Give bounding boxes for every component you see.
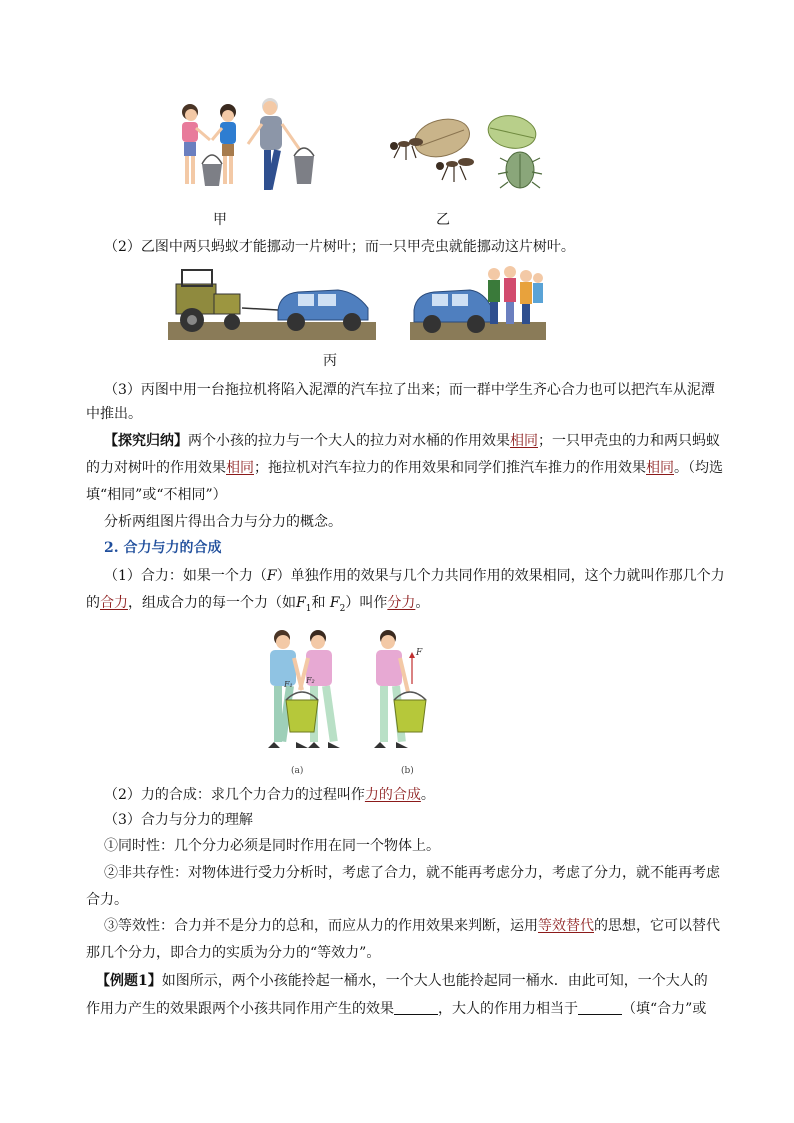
- def1-answer-1: 合力: [100, 595, 128, 611]
- bing-label: 丙: [323, 353, 337, 369]
- illustration-bing-push: [410, 264, 546, 340]
- force-label-f2: F₂: [306, 676, 315, 685]
- summary-text: ；拖拉机对汽车拉力的作用效果和同学们推汽车推力的作用效果: [254, 460, 646, 476]
- point-noncoexistence-line1: ②非共存性：对物体进行受力分析时，考虑了合力，就不能再考虑分力，考虑了分力，就不能再考虑: [104, 865, 720, 881]
- example-line1: [96, 971, 736, 991]
- illustration-yi: [372, 110, 552, 196]
- analysis-line: 分析两组图片得出合力与分力的概念。: [104, 514, 342, 530]
- section-2-title: 2. 合力与力的合成: [104, 540, 222, 556]
- equivalence-answer: 等效替代: [538, 918, 594, 934]
- summary-line3: 填“相同”或“不相同”）: [86, 487, 227, 503]
- def2-answer: 力的合成: [364, 787, 421, 803]
- summary-answer-3: 相同: [646, 460, 674, 476]
- force-symbol: F: [266, 568, 277, 584]
- summary-text: 两个小孩的拉力与一个大人的拉力对水桶的作用效果: [188, 433, 510, 449]
- summary-label: 【探究归纳】: [104, 433, 188, 449]
- def2-line: [104, 785, 744, 805]
- equivalence-text: ③等效性：合力并不是分力的总和，而应从力的作用效果来判断，运用: [104, 918, 538, 934]
- yi-label: 乙: [436, 212, 450, 228]
- paragraph-3-line1: （3）丙图中用一台拖拉机将陷入泥潭的汽车拉了出来；而一群中学生齐心合力也可以把汽车从泥潭: [104, 382, 715, 398]
- illustration-bing: [168, 264, 376, 340]
- subscript: 1: [305, 603, 312, 614]
- illustration-jia: [170, 94, 330, 198]
- force-symbol: F: [296, 595, 306, 611]
- answer-blank-1[interactable]: [394, 1000, 438, 1015]
- def1-text: （1）合力：如果一个力（: [104, 568, 267, 584]
- point-equivalence-line1: [104, 916, 744, 936]
- example-label: 【例题1】: [96, 973, 162, 989]
- point-equivalence-line2: 那几个分力，即合力的实质为分力的“等效力”。: [86, 945, 381, 961]
- def3-title: （3）合力与分力的理解: [104, 812, 253, 828]
- summary-line2: [86, 458, 726, 478]
- summary-text: 。（均选: [674, 460, 723, 476]
- summary-text: ；一只甲壳虫的力和两只蚂蚁: [538, 433, 720, 449]
- def1-line2: [86, 593, 726, 619]
- def1-text: ，组成合力的每一个力（如: [128, 595, 296, 611]
- def1-text: ）单独作用的效果与几个力共同作用的效果相同，这个力就叫作那几个力: [276, 568, 725, 584]
- example-text: （填“合力”或: [622, 1001, 707, 1017]
- sub-figure-a-label: (a): [291, 766, 304, 776]
- def1-text: 和: [311, 595, 330, 611]
- def1-text: 。: [415, 595, 430, 611]
- jia-label: 甲: [213, 212, 227, 228]
- def2-text: （2）力的合成：求几个力合力的过程叫作: [104, 787, 365, 803]
- paragraph-2: （2）乙图中两只蚂蚁才能挪动一片树叶；而一只甲壳虫就能挪动这片树叶。: [104, 239, 575, 255]
- sub-figure-b-label: (b): [401, 766, 414, 776]
- point-simultaneity: ①同时性：几个分力必须是同时作用在同一个物体上。: [104, 838, 440, 854]
- example-text: 如图所示，两个小孩能拎起一桶水，一个大人也能拎起同一桶水．由此可知，一个大人的: [161, 973, 708, 989]
- summary-answer-1: 相同: [510, 433, 538, 449]
- example-line2: [86, 999, 726, 1019]
- equivalence-text: 的思想，它可以替代: [594, 918, 720, 934]
- def1-text: 的: [86, 595, 100, 611]
- answer-blank-2[interactable]: [578, 1000, 622, 1015]
- def1-line1: [104, 566, 744, 586]
- paragraph-3-line2: 中推出。: [86, 406, 142, 422]
- point-noncoexistence-line2: 合力。: [86, 892, 128, 908]
- example-text: ，大人的作用力相当于: [438, 1001, 578, 1017]
- summary-answer-2: 相同: [226, 460, 254, 476]
- subscript: 2: [339, 603, 346, 614]
- summary-line1: [104, 431, 744, 451]
- def2-text: 。: [420, 787, 435, 803]
- force-label-f: F: [416, 648, 423, 658]
- force-symbol: F: [329, 595, 340, 611]
- force-label-f1: F₁: [284, 680, 293, 689]
- summary-text: 的力对树叶的作用效果: [86, 460, 226, 476]
- example-text: 作用力产生的效果跟两个小孩共同作用产生的效果: [86, 1001, 394, 1017]
- def1-answer-2: 分力: [387, 595, 416, 611]
- def1-text: ）叫作: [345, 595, 388, 611]
